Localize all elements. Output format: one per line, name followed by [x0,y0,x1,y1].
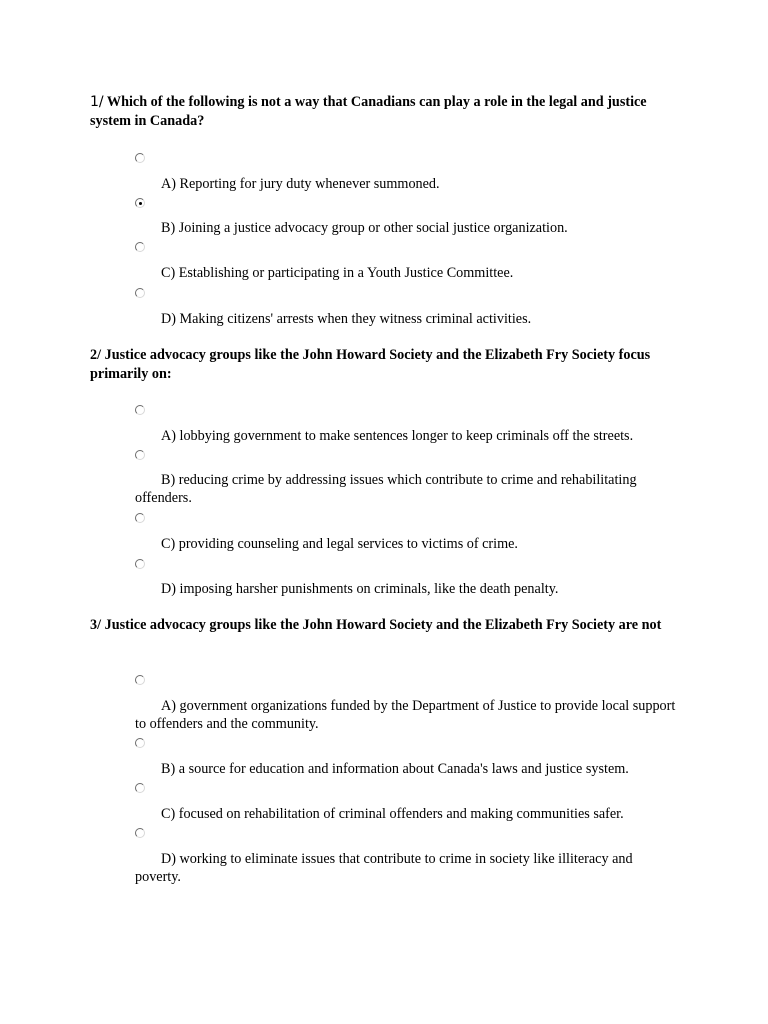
radio-button-q1-a[interactable] [135,153,145,163]
radio-button-q2-d[interactable] [135,559,145,569]
radio-button-q3-a[interactable] [135,675,145,685]
radio-button-q2-b[interactable] [135,450,145,460]
option-label: A) Reporting for jury duty whenever summoned. [161,176,440,192]
radio-button-q3-c[interactable] [135,783,145,793]
question-1-text [90,93,680,131]
question-2-number: 2/ [90,347,102,363]
question-3-text [90,616,680,635]
option-label: A) government organizations funded by the Department of Justice to provide local support to offenders and the community. [135,698,676,732]
radio-button-q2-a[interactable] [135,405,145,415]
option-label: C) providing counseling and legal services to victims of crime. [161,536,518,552]
question-3 [90,616,680,885]
option-label: C) Establishing or participating in a Youth Justice Committee. [161,265,514,281]
option-label: D) working to eliminate issues that contribute to crime in society like illiteracy and poverty. [135,851,633,885]
question-2-text [90,346,680,384]
option-label: B) reducing crime by addressing issues which contribute to crime and rehabilitating offenders. [135,472,637,506]
option-label: B) a source for education and information about Canada's laws and justice system. [161,761,629,777]
question-1-prompt: Which of the following is not a way that Canadians can play a role in the legal and justice system in Canada? [90,94,647,129]
option-label: A) lobbying government to make sentences longer to keep criminals off the streets. [161,428,634,444]
radio-button-q3-b[interactable] [135,738,145,748]
question-3-number: 3/ [90,617,102,633]
option-label: D) imposing harsher punishments on criminals, like the death penalty. [161,581,559,597]
radio-button-q1-b[interactable] [135,198,145,208]
radio-button-q1-c[interactable] [135,242,145,252]
radio-button-q3-d[interactable] [135,828,145,838]
question-3-prompt: Justice advocacy groups like the John Howard Society and the Elizabeth Fry Society are not [101,617,662,633]
question-1-number: 1/ [90,94,104,110]
option-label: D) Making citizens' arrests when they witness criminal activities. [161,311,532,327]
radio-button-q2-c[interactable] [135,513,145,523]
option-label: C) focused on rehabilitation of criminal offenders and making communities safer. [161,806,624,822]
radio-button-q1-d[interactable] [135,288,145,298]
question-1 [90,93,680,327]
question-2 [90,346,680,597]
question-2-prompt: Justice advocacy groups like the John Howard Society and the Elizabeth Fry Society focus primarily on: [90,347,651,382]
option-label: B) Joining a justice advocacy group or other social justice organization. [161,220,568,236]
